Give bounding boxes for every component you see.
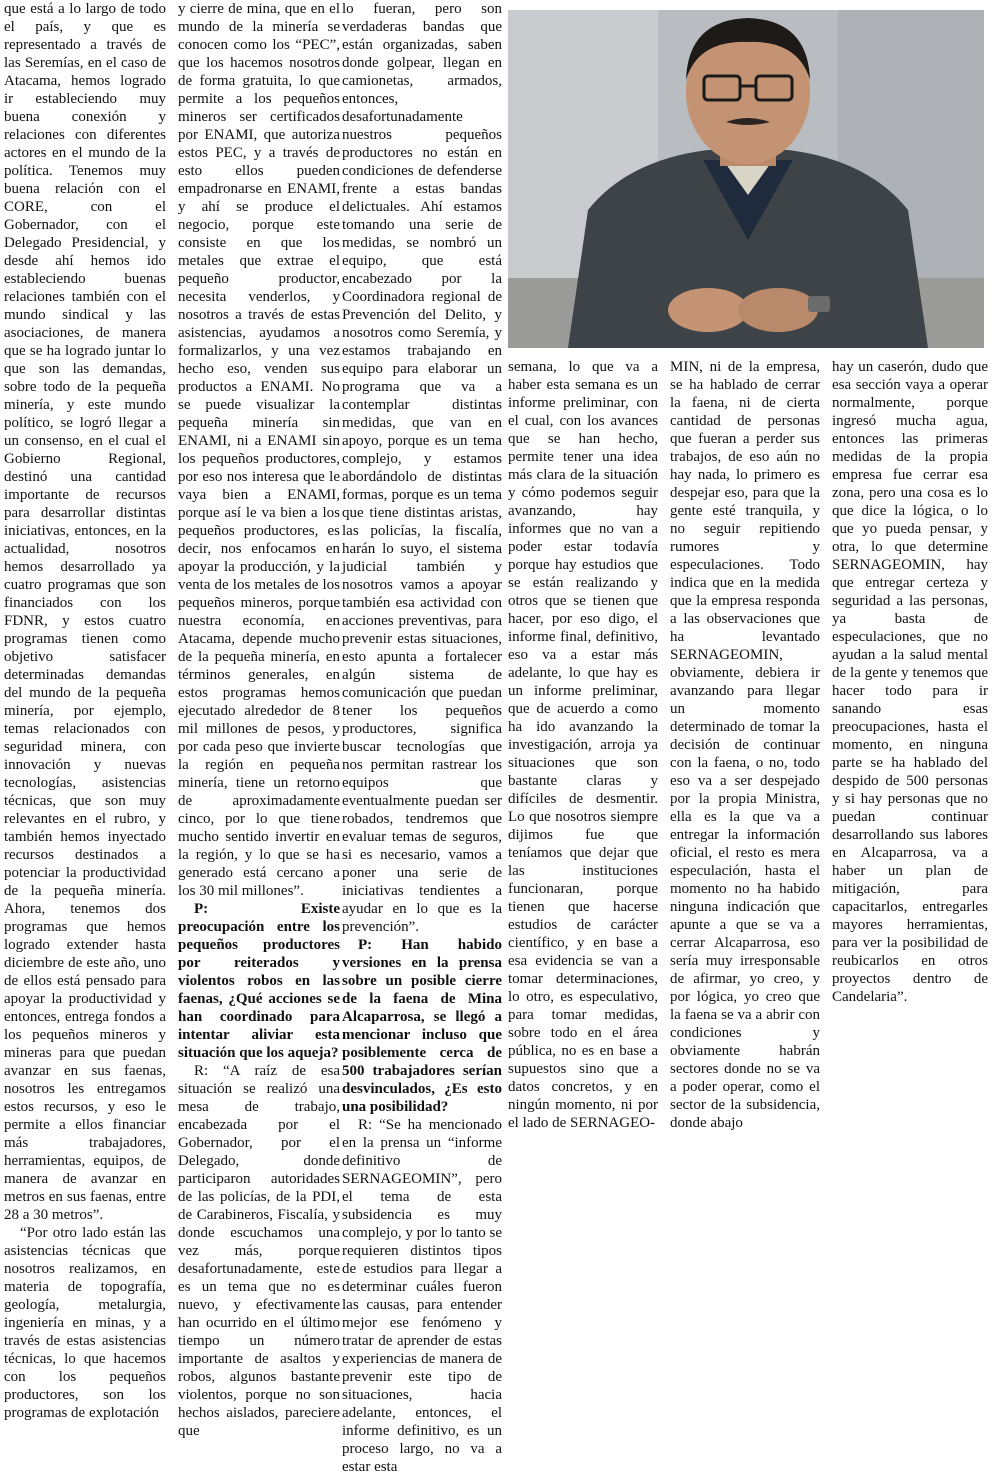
article-column-4 (508, 358, 658, 1304)
article-column-3 (342, 0, 502, 1475)
portrait-illustration (508, 10, 984, 348)
interview-question: P: Existe preocupación entre los pequeños productores por reiterados y violentos robos en las faenas, ¿Qué acciones se han coordinado para intentar aliviar esta situación que los aqueja? (178, 901, 340, 1061)
article-column-6 (832, 358, 988, 1304)
interviewee-photo (508, 10, 984, 348)
article-column-1 (4, 0, 166, 1421)
article-paragraph: semana, lo que va a haber esta semana es un informe preliminar, con el cual, con los avances que se han hecho, permite tener una idea más clara de la situación y cómo podemos seguir avanzando, hay informes que no van a poder estar todavía porque hay estudios que se están realizando y otros que se tienen que hacer, por eso digo, el informe final, definitivo, eso va a estar más adelante, lo que hay es un informe preliminar, que de acuerdo a como ha ido avanzando la investigación, arroja ya situaciones que son bastante claras y difíciles de desmentir. Lo que nosotros siempre dijimos fue que teníamos que dejar que las instituciones funcionaran, porque tienen que hacerse estudios de carácter científico, y en base a esa evidencia se van a tomar determinaciones, lo otro, es especulativo, para tomar medidas, sobre todo en el área pública, no es en base a supuestos sino que a datos concretos, y en ningún momento, ni por el lado de SERNAGEO- (508, 359, 658, 1131)
article-paragraph: y cierre de mina, que en el mundo de la minería se conocen como los “PEC”, que los hacemos nosotros de forma gratuita, lo que permite a los pequeños mineros ser certificados por ENAMI, que autoriza estos PEC, y a través de esto ellos pueden empadronarse en ENAMI, y ahí se produce el negocio, porque este consiste en que los metales que extrae el pequeño productor, necesita venderlos, y nosotros a través de estas asistencias, ayudamos a formalizarlos, y una vez hecho eso, venden sus productos a ENAMI. No se puede visualizar la pequeña minería sin ENAMI, ni a ENAMI sin los pequeños productores, por eso nos interesa que le vaya bien a ENAMI, porque así le va bien a los pequeños productores, es decir, nos enfocamos en apoyar la producción, y la venta de los metales de los pequeños mineros, porque nuestra economía, en Atacama, depende mucho de la pequeña minería, en términos generales, en estos programas hemos ejecutado alrededor de 8 mil millones de pesos, y por cada peso que invierte la región en pequeña minería, tiene un retorno de aproximadamente cinco, por lo que tiene mucho sentido invertir en la región, y lo que se ha generado está cercano a los 30 mil millones”. (178, 1, 340, 899)
article-paragraph: lo fueran, pero son verdaderas bandas que están organizadas, saben donde golpear, llegan en camionetas, armados, entonces, desafortunadamente nuestros pequeños productores no están en condiciones de defenderse frente a estas bandas delictuales. Ahí estamos tomando una serie de medidas, se nombró un equipo, que está encabezado por la Coordinadora regional de Prevención del Delito, y nosotros como Seremía, y estamos trabajando en equipo para elaborar un programa que va a contemplar distintas medidas, que van en apoyo, porque es un tema complejo, y estamos abordándolo de distintas formas, porque es un tema que tiene distintas aristas, las policías, la fiscalía, harán lo suyo, el sistema judicial también y nosotros vamos a apoyar también esa actividad con acciones preventivas, para prevenir estas situaciones, esto apunta a fortalecer algún sistema de comunicación que puedan tener los pequeños productores, significa buscar tecnologías que nos permitan rastrear los equipos que eventualmente puedan ser robados, tendremos que evaluar temas de seguros, si es necesario, vamos a poner una serie de iniciativas tendientes a ayudar en lo que es la prevención”. (342, 1, 502, 935)
interview-answer: R: “Se ha mencionado en la prensa un “informe definitivo de SERNAGEOMIN”, pero el tema de esta subsidencia es muy complejo, y por lo tanto se requieren distintos tipos de estudios para llegar a determinar cuáles fueron las causas, para entender mejor ese fenómeno y tratar de aprender de estas experiencias de manera de prevenir este tipo de situaciones, hacia adelante, entonces, el informe definitivo, es un proceso largo, no va a estar esta (342, 1117, 502, 1475)
article-paragraph: que está a lo largo de todo el país, y que es representado a través de las Seremías, en el caso de Atacama, hemos logrado ir estableciendo muy buena conexión y relaciones con diferentes actores en el mundo de la política. Tenemos muy buena relación con el CORE, con el Gobernador, con el Delegado Presidencial, y desde ahí hemos ido estableciendo buenas relaciones también con el mundo sindical y las asociaciones, de manera que se ha logrado juntar lo que son las demandas, sobre todo de la pequeña minería, y este mundo político, se logró llegar a un consenso, en el cual el Gobierno Regional, destinó una cantidad importante de recursos para desarrollar distintas iniciativas, entonces, en la actualidad, nosotros hemos desarrollado ya cuatro programas que son financiados con los FDNR, y estos cuatro programas tienen como objetivo satisfacer determinadas demandas del mundo de la pequeña minería, por ejemplo, temas relacionados con seguridad minera, con innovación y nuevas tecnologías, asistencias técnicas, que son muy relevantes en el rubro, y también hemos inyectado recursos destinados a potenciar la productividad de la pequeña minería. Ahora, tenemos dos programas que hemos logrado extender hasta diciembre de este año, uno de ellos está pensado para apoyar la productividad y entonces, entrega fondos a los pequeños mineros y mineras para que puedan avanzar en sus faenas, nosotros les entregamos estos recursos, y eso le permite a ellos financiar más trabajadores, herramientas, equipos, de manera de avanzar en metros en sus faenas, entre 28 a 30 metros”. (4, 1, 166, 1223)
interview-question: P: Han habido versiones en la prensa sobre un posible cierre de la faena de Mina Alcaparrosa, se llegó a mencionar incluso que posiblemente cerca de 500 trabajadores serían desvinculados, ¿Es esto una posibilidad? (342, 937, 502, 1115)
article-paragraph: hay un caserón, dudo que esa sección vaya a operar normalmente, porque ingresó mucha agua, entonces las primeras medidas de la propia empresa fue cerrar esa zona, pero una cosa es lo que dice la lógica, o lo que yo pueda pensar, y otra, lo que determine SERNAGEOMIN, hay que entregar certeza y seguridad a las personas, ya basta de especulaciones, que no ayudan a la salud mental de la gente y tenemos que hacer todo para ir sanando esas preocupaciones, hasta el momento, en ninguna parte se ha hablado del despido de 500 personas y si hay personas que no puedan continuar desarrollando sus labores en Alcaparrosa, va a haber un plan de mitigación, para capacitarlos, entregarles mayores herramientas, para ver la posibilidad de reubicarlos en otros proyectos dentro de Candelaria”. (832, 359, 988, 1005)
interview-answer: R: “A raíz de esa situación se realizó una mesa de trabajo, encabezada por el Gobernador, por el Delegado, donde participaron autoridades de las policías, de la PDI, de Carabineros, Fiscalía, y donde escuchamos una vez más, porque desafortunadamente, este es un tema que no es nuevo, y efectivamente han ocurrido en el último tiempo un número importante de asaltos y robos, algunos bastante violentos, porque no son hechos aislados, pareciere que (178, 1063, 340, 1439)
article-column-5 (670, 358, 820, 1304)
article-paragraph: MIN, ni de la empresa, se ha hablado de cerrar la faena, ni de cierta cantidad de personas que fueran a perder sus trabajos, de eso aún no hay nada, lo primero es despejar eso, para que la gente esté tranquila, y no seguir repitiendo rumores y especulaciones. Todo indica que en la medida que la empresa responda a las observaciones que ha levantado SERNAGEOMIN, obviamente, debiera ir avanzando para llegar un momento determinado de tomar la decisión de continuar con la faena, o no, todo eso va a ser despejado por la propia Ministra, ella es la que va a entregar la información oficial, el resto es mera especulación, hasta el momento no ha habido ninguna indicación que apunte a que se va a cerrar Alcaparrosa, eso sería muy irresponsable de afirmar, yo creo, y por lógica, yo creo que la faena se va a abrir con condiciones y obviamente habrán sectores donde no se va a poder operar, como el sector de la subsidencia, donde abajo (670, 359, 820, 1131)
article-column-2 (178, 0, 340, 1439)
article-paragraph: “Por otro lado están las asistencias técnicas que nosotros realizamos, en materia de topografía, geología, metalurgia, ingeniería en minas, y a través de estas asistencias técnicas, lo que hacemos con los pequeños productores, son los programas de explotación (4, 1225, 166, 1421)
